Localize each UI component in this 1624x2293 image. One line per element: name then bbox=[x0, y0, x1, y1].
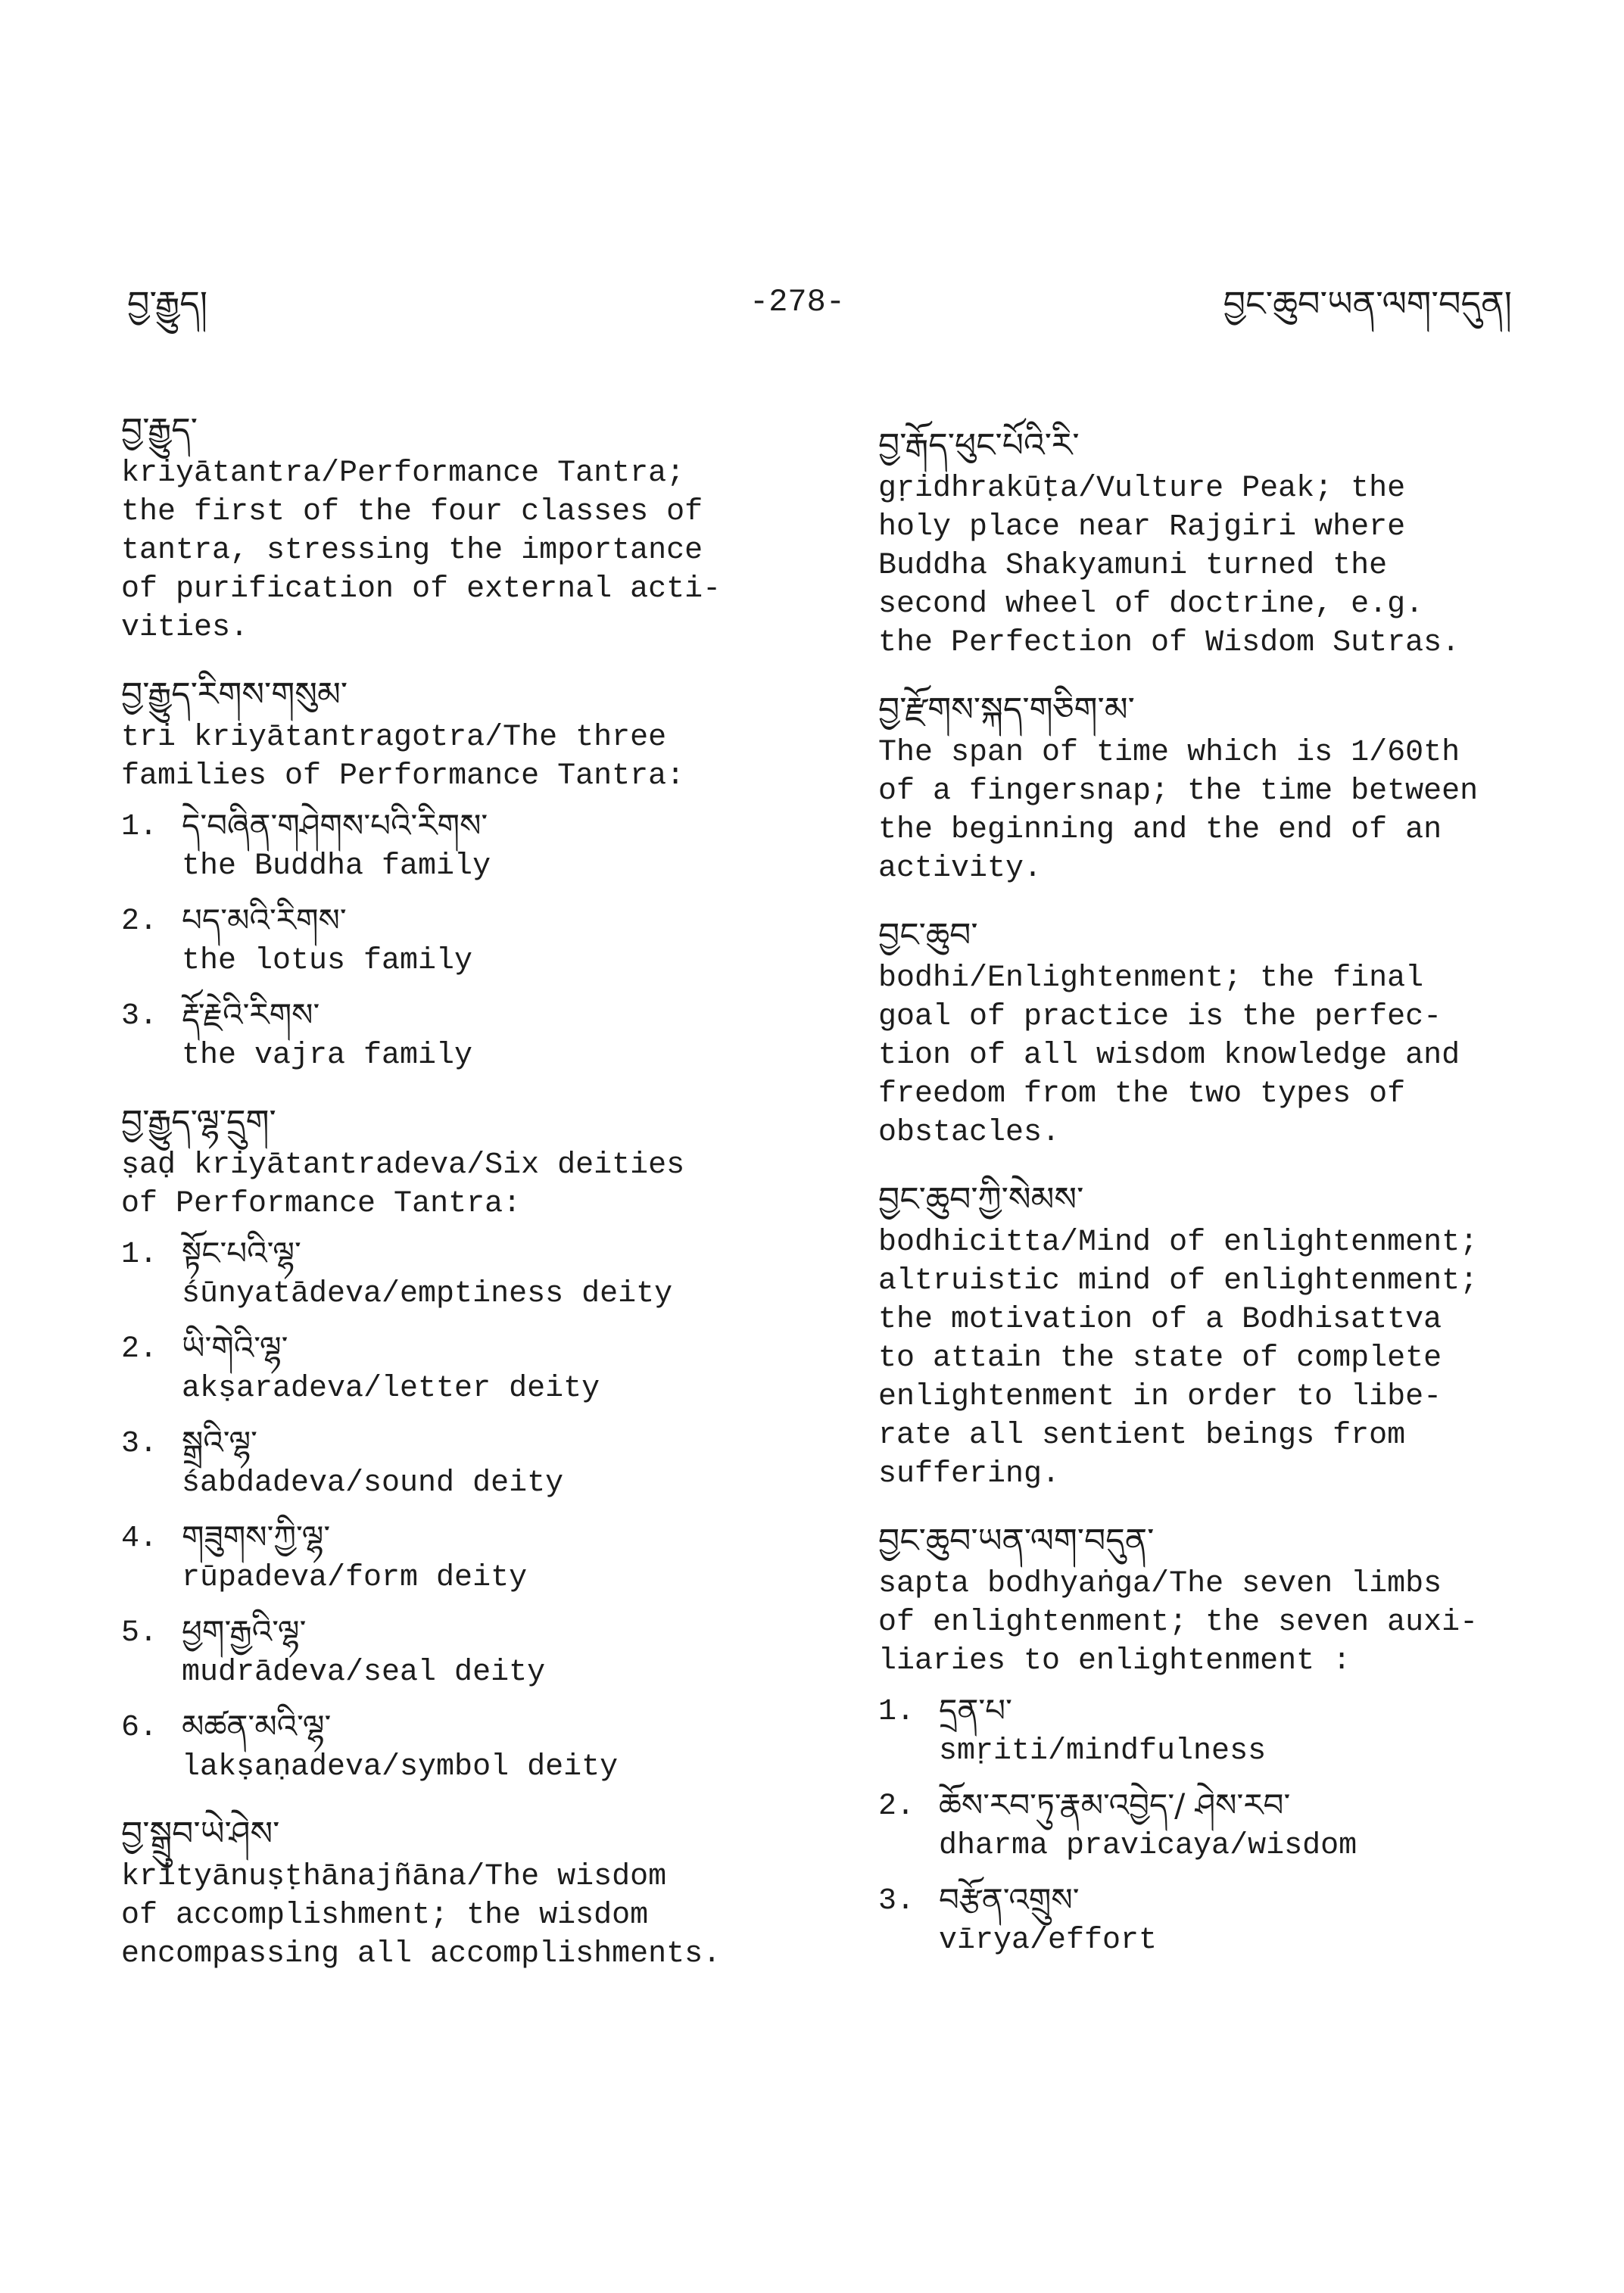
list-item bbox=[878, 1879, 1545, 1960]
dictionary-entry bbox=[121, 673, 787, 1075]
list-item-english: dharma pravicaya/wisdom bbox=[939, 1829, 1357, 1863]
list-item-number: 1. bbox=[121, 1238, 158, 1272]
entry-definition: bodhicitta/Mind of enlightenment; altruistic mind of enlightenment; the motivation of a Bodhisattva to attain the state of complete enlightenment in order to libe- rate all sentient beings from suffering. bbox=[878, 1226, 1479, 1491]
list-item-english: smṛiti/mindfulness bbox=[939, 1734, 1267, 1768]
list-item-number: 2. bbox=[878, 1790, 915, 1824]
list-item-number: 1. bbox=[878, 1695, 915, 1729]
dictionary-entry bbox=[878, 424, 1545, 662]
list-item-tibetan: པད་མའི་རིགས་ bbox=[182, 902, 347, 939]
list-item-tibetan: སྒྲའི་ལྷ་ bbox=[182, 1424, 258, 1461]
list-item-tibetan: མཚན་མའི་ལྷ་ bbox=[182, 1708, 332, 1745]
list-item-number: 4. bbox=[121, 1522, 158, 1556]
list-item bbox=[121, 899, 787, 980]
entry-definition: kriyātantra/Performance Tantra; the first of the four classes of tantra, stressing the importance of purification of external acti- vities. bbox=[121, 456, 722, 645]
list-item-tibetan: ཡི་གེའི་ལྷ་ bbox=[182, 1329, 288, 1366]
entry-definition: bodhi/Enlightenment; the final goal of practice is the perfec- tion of all wisdom knowledge and freedom from the two types of obstacles. bbox=[878, 961, 1460, 1150]
list-item-english: vīrya/effort bbox=[939, 1924, 1158, 1958]
list-item-english: the vajra family bbox=[182, 1039, 473, 1073]
list-item-tibetan: རྡོ་རྗེའི་རིགས་ bbox=[182, 996, 320, 1033]
entry-headword: བྱ་རྒྱུད་རིགས་གསུམ་ bbox=[121, 675, 348, 714]
entry-headword: བྱ་རྫོགས་སྐད་གཅིག་མ་ bbox=[878, 690, 1135, 729]
list-item-tibetan: བརྩོན་འགྲུས་ bbox=[939, 1881, 1080, 1918]
dictionary-entry bbox=[121, 1812, 787, 1974]
list-item bbox=[878, 1690, 1545, 1771]
list-item-tibetan: གཟུགས་ཀྱི་ལྷ་ bbox=[182, 1519, 331, 1556]
entry-definition: ṣaḍ kriyātantradeva/Six deities of Performance Tantra: bbox=[121, 1148, 685, 1221]
list-item-english: rūpadeva/form deity bbox=[182, 1561, 528, 1595]
list-item-number: 3. bbox=[878, 1884, 915, 1918]
list-item-number: 6. bbox=[121, 1711, 158, 1745]
entry-definition: tri kriyātantragotra/The three families of Performance Tantra: bbox=[121, 721, 685, 793]
list-item-english: śabdadeva/sound deity bbox=[182, 1466, 564, 1500]
list-item-english: the lotus family bbox=[182, 944, 473, 978]
entry-definition: The span of time which is 1/60th of a fingersnap; the time between the beginning and the end of an activity. bbox=[878, 736, 1479, 886]
entry-headword: བྱ་རྒྱུད་ bbox=[121, 411, 198, 450]
entry-headword: བྱང་ཆུབ་ཡན་ལག་བདུན་ bbox=[878, 1522, 1155, 1560]
list-item-tibetan: དེ་བཞིན་གཤེགས་པའི་རིགས་ bbox=[182, 807, 488, 844]
running-head-right: བྱང་ཆུབ་ཡན་ལག་བདུན། bbox=[1223, 283, 1512, 324]
list-item-english: akṣaradeva/letter deity bbox=[182, 1372, 600, 1406]
entry-headword: བྱ་རྒྱུད་ལྷ་དྲུག་ bbox=[121, 1103, 276, 1142]
list-item-english: śūnyatādeva/emptiness deity bbox=[182, 1277, 673, 1311]
running-head-left: བྱ་རྒྱུད། bbox=[127, 283, 208, 324]
dictionary-entry bbox=[878, 688, 1545, 888]
list-item-number: 3. bbox=[121, 999, 158, 1033]
list-item-number: 1. bbox=[121, 810, 158, 844]
list-item bbox=[878, 1784, 1545, 1865]
entry-list bbox=[121, 1232, 787, 1787]
list-item bbox=[121, 1232, 787, 1313]
list-item bbox=[121, 805, 787, 886]
entry-headword: བྱང་ཆུབ་ bbox=[878, 916, 978, 955]
list-item-english: lakṣaṇadeva/symbol deity bbox=[182, 1750, 619, 1784]
list-item-tibetan: དྲན་པ་ bbox=[939, 1692, 1012, 1729]
entry-headword: བྱ་སྒྲུབ་ཡེ་ཤེས་ bbox=[121, 1815, 280, 1853]
list-item bbox=[121, 1516, 787, 1597]
entry-list bbox=[878, 1690, 1545, 1960]
dictionary-entry bbox=[878, 1519, 1545, 1960]
list-item-english: the Buddha family bbox=[182, 849, 491, 883]
entry-list bbox=[121, 805, 787, 1075]
list-item-english: mudrādeva/seal deity bbox=[182, 1656, 546, 1690]
entry-definition: sapta bodhyaṅga/The seven limbs of enlightenment; the seven auxi- liaries to enlightenment : bbox=[878, 1567, 1479, 1678]
list-item-tibetan: སྟོང་པའི་ལྷ་ bbox=[182, 1235, 301, 1272]
dictionary-entry bbox=[878, 1178, 1545, 1494]
list-item bbox=[121, 994, 787, 1075]
list-item bbox=[121, 1611, 787, 1692]
page-number: -278- bbox=[750, 284, 846, 320]
list-item bbox=[121, 1422, 787, 1503]
list-item-tibetan: ཕྱག་རྒྱའི་ལྷ་ bbox=[182, 1613, 307, 1650]
list-item bbox=[121, 1327, 787, 1408]
left-column bbox=[121, 409, 787, 1999]
dictionary-entry bbox=[121, 1101, 787, 1787]
dictionary-entry bbox=[878, 914, 1545, 1152]
list-item bbox=[121, 1706, 787, 1787]
list-item-tibetan: ཆོས་རབ་ཏུ་རྣམ་འབྱེད་/ ཤེས་རབ་ bbox=[939, 1787, 1291, 1824]
list-item-number: 5. bbox=[121, 1616, 158, 1650]
entry-headword: བྱང་ཆུབ་ཀྱི་སེམས་ bbox=[878, 1180, 1084, 1219]
list-item-number: 3. bbox=[121, 1427, 158, 1461]
entry-definition: gṛidhrakūṭa/Vulture Peak; the holy place near Rajgiri where Buddha Shakyamuni turned the second wheel of doctrine, e.g. the Perfection of Wisdom Sutras. bbox=[878, 472, 1460, 660]
right-column bbox=[878, 424, 1545, 1986]
list-item-number: 2. bbox=[121, 1332, 158, 1366]
entry-headword: བྱ་རྒོད་ཕུང་པོའི་རི་ bbox=[878, 426, 1080, 465]
entry-definition: krityānuṣṭhānajñāna/The wisdom of accomplishment; the wisdom encompassing all accomplishments. bbox=[121, 1860, 722, 1971]
list-item-number: 2. bbox=[121, 905, 158, 939]
dictionary-entry bbox=[121, 409, 787, 647]
